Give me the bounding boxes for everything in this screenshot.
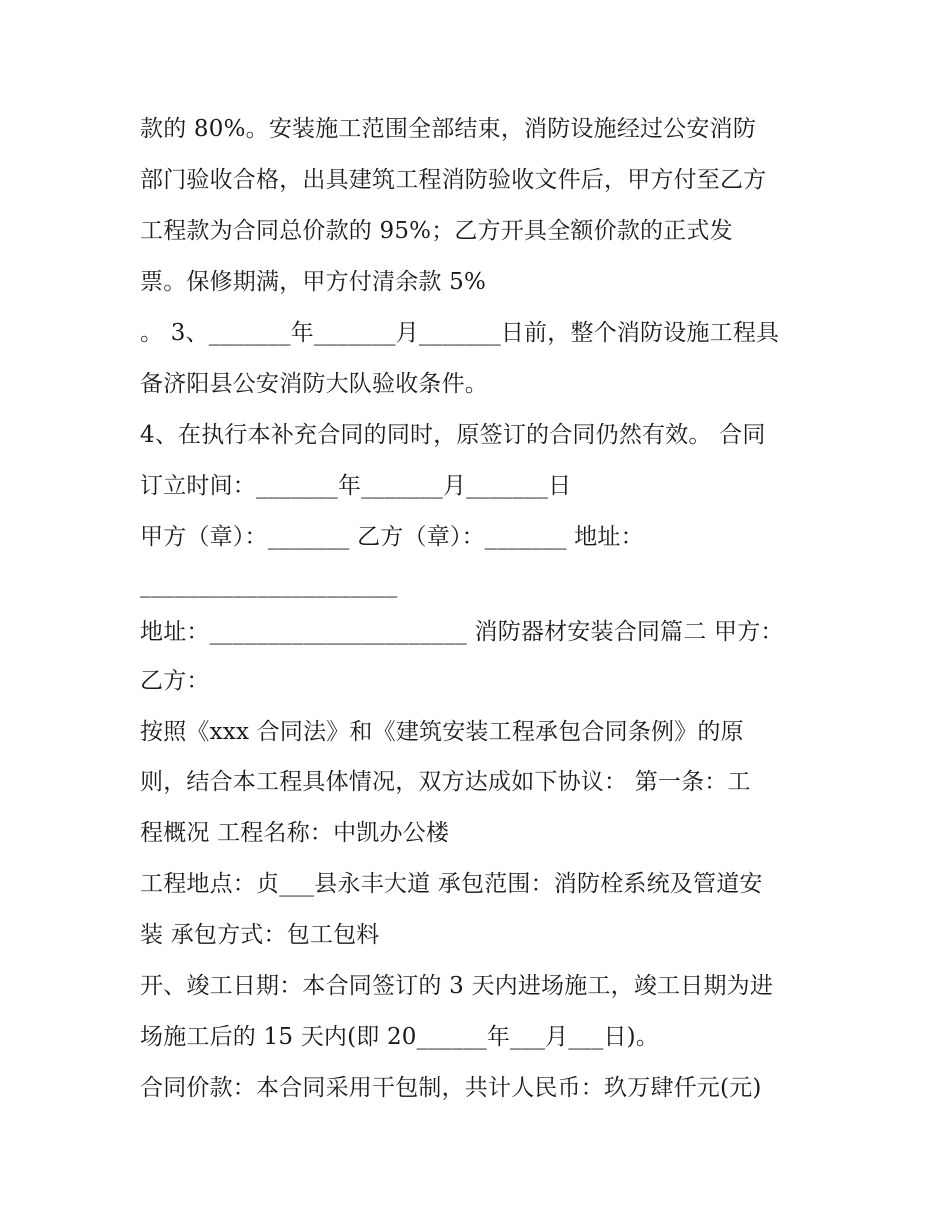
text-line-1: 款的 80%。安装施工范围全部结束，消防设施经过公安消防 — [140, 116, 757, 142]
text-line-10: ______________________ — [140, 572, 398, 598]
text-line-4: 票。保修期满，甲方付清余款 5% — [140, 269, 486, 295]
text-line-18: 开、竣工日期：本合同签订的 3 天内进场施工，竣工日期为进 — [140, 973, 774, 999]
text-line-20: 合同价款：本合同采用干包制，共计人民币：玖万肆仟元(元) — [140, 1075, 762, 1101]
text-line-5: 。 3、_______年_______月_______日前，整个消防设施工程具 — [140, 320, 780, 346]
text-line-7: 4、在执行本补充合同的同时，原签订的合同仍然有效。 合同 — [140, 422, 766, 448]
text-line-13: 按照《xxx 合同法》和《建筑安装工程承包合同条例》的原 — [140, 719, 744, 745]
text-line-9: 甲方（章）：_______ 乙方（章）：_______ 地址： — [140, 524, 644, 550]
text-line-3: 工程款为合同总价款的 95%；乙方开具全额价款的正式发 — [140, 218, 733, 244]
text-line-17: 装 承包方式：包工包料 — [140, 922, 380, 948]
text-line-8: 订立时间：_______年_______月_______日 — [140, 473, 572, 499]
text-line-15: 程概况 工程名称：中凯办公楼 — [140, 820, 450, 846]
text-line-12: 乙方： — [140, 668, 210, 694]
text-line-6: 备济阳县公安消防大队验收条件。 — [140, 371, 488, 397]
text-line-19: 场施工后的 15 天内(即 20______年___月___日)。 — [140, 1024, 660, 1050]
text-line-14: 则，结合本工程具体情况，双方达成如下协议： 第一条：工 — [140, 769, 751, 795]
text-line-2: 部门验收合格，出具建筑工程消防验收文件后，甲方付至乙方 — [140, 167, 767, 193]
text-line-16: 工程地点：贞___县永丰大道 承包范围：消防栓系统及管道安 — [140, 871, 763, 897]
text-line-11: 地址：______________________ 消防器材安装合同篇二 甲方： — [140, 619, 784, 645]
